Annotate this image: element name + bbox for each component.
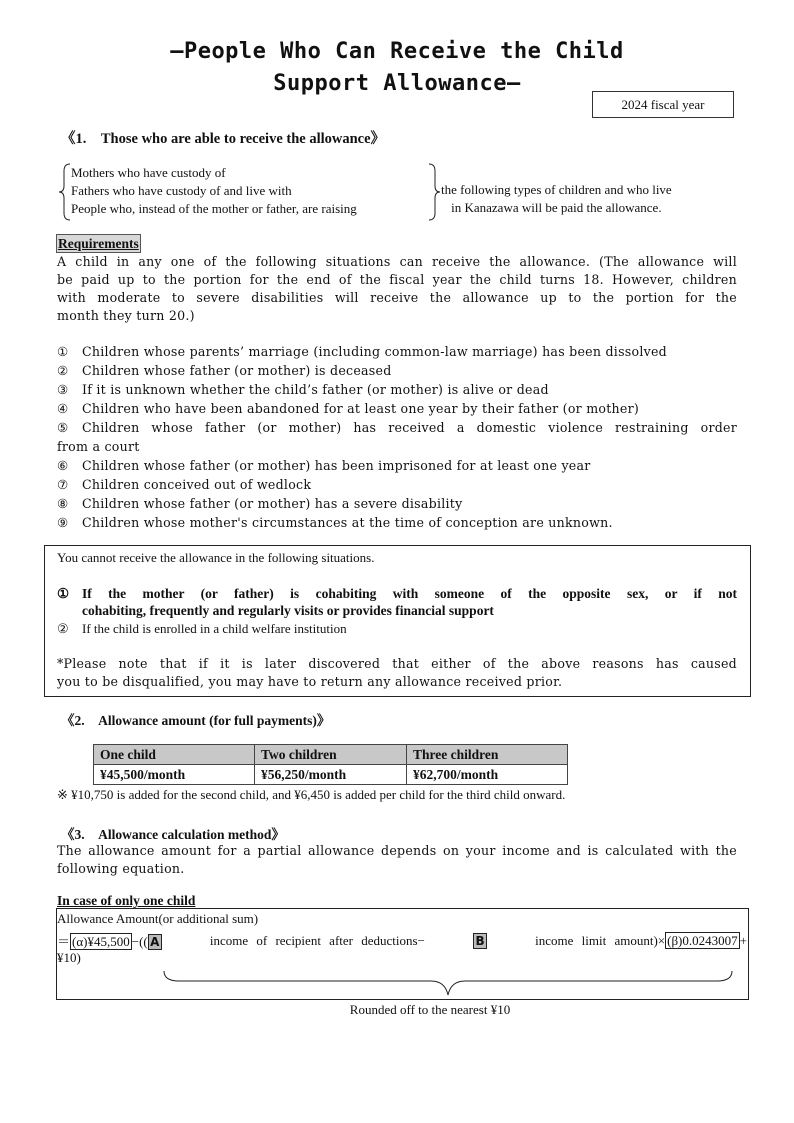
exclusions-intro: You cannot receive the allowance in the following situations.: [57, 550, 375, 565]
calculation-intro: [57, 842, 737, 878]
list-item: [57, 342, 737, 361]
allowance-table: [93, 744, 568, 785]
table-row: [94, 765, 568, 785]
intro-line: The allowance amount for a partial allowance depends on your income and is calculated with the: [57, 843, 737, 858]
list-number: ⑨: [57, 515, 69, 530]
list-text: Children whose father (or mother) has received a domestic violence restraining order: [82, 420, 737, 435]
equals-sign: ＝: [57, 934, 71, 949]
rounding-note: Rounded off to the nearest ¥10: [349, 1002, 511, 1017]
list-item: [57, 456, 737, 475]
exclusion-text: cohabiting, frequently and regularly visits or provides financial support: [82, 603, 494, 618]
table-header-cell: Two children: [255, 745, 407, 765]
list-text: Children whose parents’ marriage (including common-law marriage) has been dissolved: [82, 344, 667, 359]
requirements-label: Requirements: [58, 236, 139, 251]
formula-text: income limit amount)×: [535, 932, 666, 948]
table-header-row: [94, 745, 568, 765]
formula-text: −((: [131, 934, 148, 949]
exclusion-text: If the child is enrolled in a child welfare institution: [82, 621, 347, 636]
list-item: [57, 380, 737, 399]
list-item: [57, 475, 737, 494]
formula-box: [56, 908, 749, 1000]
note-line: *Please note that if it is later discovered that either of the above reasons has caused: [57, 656, 737, 671]
requirements-line: be paid up to the portion for the end of the fiscal year the child turns 18. However, children: [57, 272, 737, 287]
recipient-guardians: People who, instead of the mother or father, are raising: [71, 201, 357, 216]
list-number: ①: [57, 586, 70, 601]
exclusion-text: If the mother (or father) is cohabiting with someone of the opposite sex, or if not: [82, 586, 737, 601]
list-number: ⑤: [57, 420, 69, 435]
exclusion-item-1: [57, 585, 737, 619]
a-label-icon: A: [148, 934, 162, 950]
list-text: Children whose father (or mother) has a severe disability: [82, 496, 463, 511]
formula-text: income of recipient after deductions−: [209, 932, 425, 948]
note-line: you to be disqualified, you may have to return any allowance received prior.: [57, 674, 563, 689]
list-item: [57, 361, 737, 380]
fiscal-year-box: 2024 fiscal year: [592, 91, 734, 118]
table-cell: ¥62,700/month: [407, 765, 568, 785]
exclusion-item-2: [57, 621, 347, 637]
list-item-continued: from a court: [57, 439, 140, 454]
formula-title: Allowance Amount(or additional sum): [57, 911, 259, 926]
section2-heading: 《2. Allowance amount (for full payments)》: [61, 713, 331, 728]
recipient-mothers: Mothers who have custody of: [71, 165, 226, 180]
requirements-line: A child in any one of the following situations can receive the allowance. (The allowance will: [57, 254, 737, 269]
exclusions-box: [44, 545, 751, 697]
list-item: [57, 418, 737, 437]
page-title-line2: Support Allowance―: [273, 71, 521, 96]
section1-heading: 《1. Those who are able to receive the allowance》: [61, 131, 386, 147]
list-number: ②: [57, 363, 69, 378]
list-number: ②: [57, 621, 69, 636]
list-number: ⑥: [57, 458, 69, 473]
exclusion-note: [57, 655, 737, 691]
list-text: Children whose father (or mother) has been imprisoned for at least one year: [82, 458, 591, 473]
b-label-icon: B: [473, 933, 487, 949]
table-cell: ¥45,500/month: [94, 765, 255, 785]
left-brace-icon: [58, 163, 72, 221]
underbrace-icon: [163, 969, 733, 997]
table-header-cell: Three children: [407, 745, 568, 765]
table-header-cell: One child: [94, 745, 255, 765]
plus-sign: +: [739, 932, 747, 948]
section3-heading: 《3. Allowance calculation method》: [61, 827, 285, 842]
requirements-line: month they turn 20.): [57, 308, 195, 323]
recipient-list: [71, 164, 357, 218]
list-text: Children conceived out of wedlock: [82, 477, 312, 492]
recipient-condition-line2: in Kanazawa will be paid the allowance.: [451, 200, 662, 215]
list-number: ⑦: [57, 477, 69, 492]
case-label: In case of only one child: [57, 893, 196, 908]
right-brace-icon: [427, 163, 441, 221]
formula-part: [57, 931, 162, 950]
page-title-line1: ―People Who Can Receive the Child: [170, 39, 624, 64]
list-number: ①: [57, 344, 69, 359]
formula-part: [535, 933, 747, 949]
list-item: [57, 513, 737, 532]
allowance-note: ※ ¥10,750 is added for the second child, and ¥6,450 is added per child for the third child onward.: [57, 787, 566, 802]
situation-list: [57, 342, 737, 532]
table-cell: ¥56,250/month: [255, 765, 407, 785]
beta-value: (β)0.0243007: [667, 932, 738, 948]
list-text: Children who have been abandoned for at least one year by their father (or mother): [82, 401, 640, 416]
list-item: [57, 399, 737, 418]
requirements-line: with moderate to severe disabilities will receive the allowance up to the portion for the: [57, 290, 737, 305]
alpha-value: (α)¥45,500: [72, 934, 130, 949]
list-text: Children whose father (or mother) is deceased: [82, 363, 392, 378]
recipient-condition: [441, 181, 672, 217]
recipient-fathers: Fathers who have custody of and live with: [71, 183, 292, 198]
list-text: Children whose mother's circumstances at the time of conception are unknown.: [82, 515, 613, 530]
list-number: ③: [57, 382, 69, 397]
requirements-text: [57, 253, 737, 325]
list-item: [57, 494, 737, 513]
formula-line: [57, 931, 747, 950]
intro-line: following equation.: [57, 861, 185, 876]
list-number: ⑧: [57, 496, 69, 511]
recipient-condition-line1: the following types of children and who live: [441, 182, 672, 197]
formula-line2: ¥10): [57, 950, 81, 965]
list-text: If it is unknown whether the child’s father (or mother) is alive or dead: [82, 382, 549, 397]
list-number: ④: [57, 401, 69, 416]
